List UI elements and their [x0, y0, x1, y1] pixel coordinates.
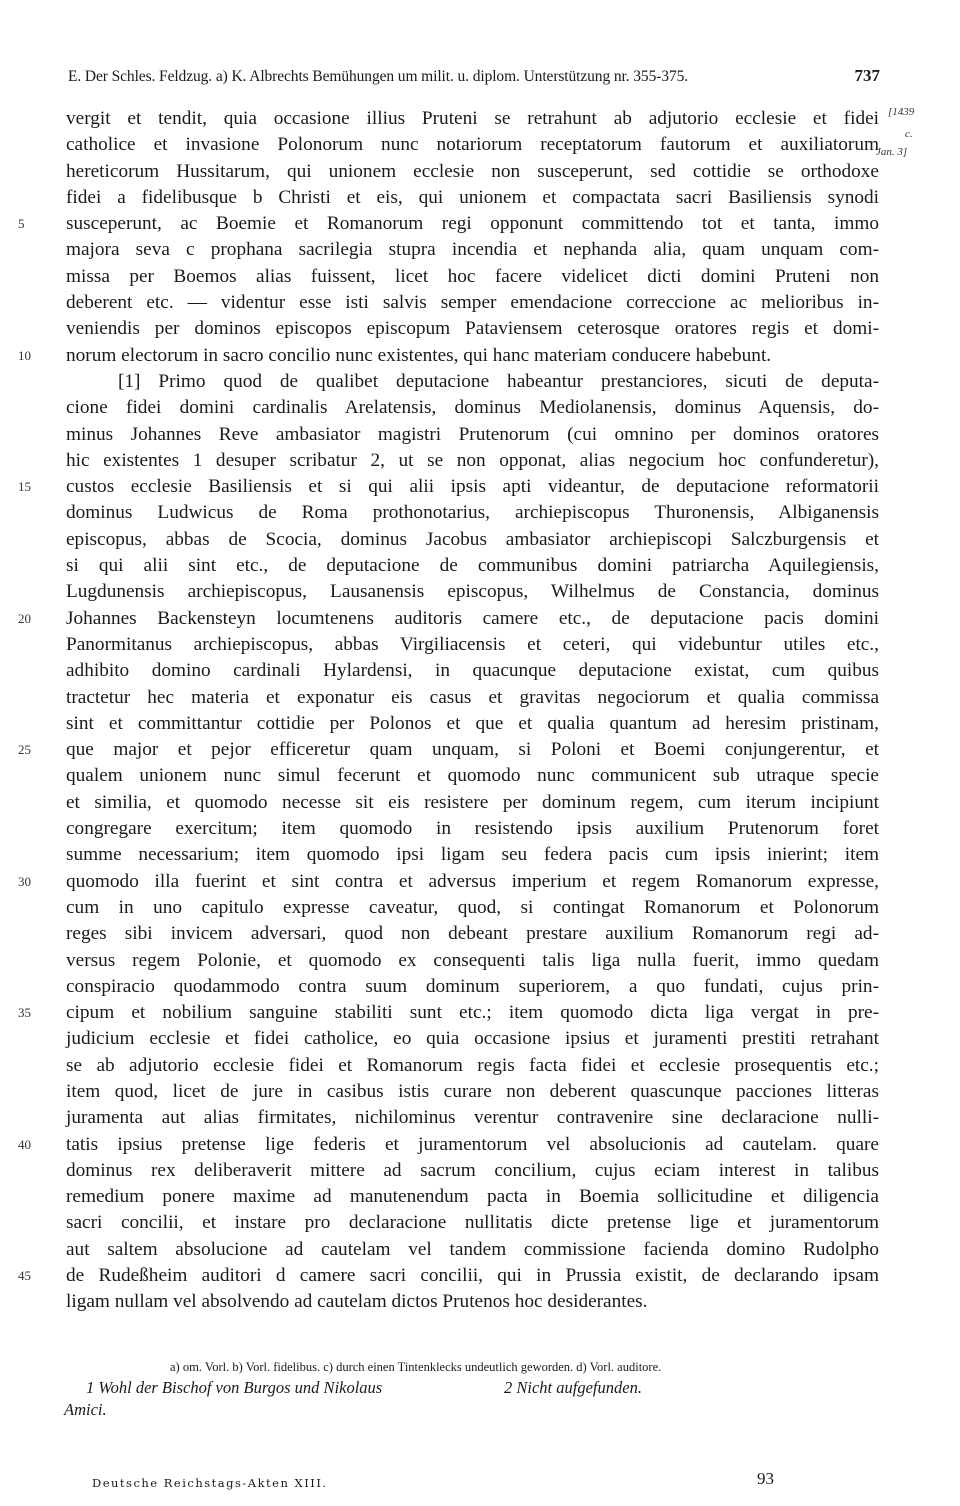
signature-line: Deutsche Reichstags-Akten XIII. [92, 1476, 328, 1490]
line-text: tractetur hec materia et exponatur eis casus et gravitas negociorum et qualia commissa [66, 686, 879, 708]
line-text: summe necessarium; item quomodo ipsi ligam seu federa pacis cum ipsis inierint; item [66, 844, 879, 866]
line-text: minus Johannes Reve ambasiator magistri Prutenorum (cui omnino per dominos oratores [66, 423, 879, 445]
line-text: ligam nullam vel absolvendo ad cautelam dictos Prutenos hoc desiderantes. [66, 1291, 648, 1313]
line-text: sacri concilii, et instare pro declaracione nullitatis dicte pretense lige et juramentorum [66, 1212, 879, 1234]
line-text: susceperunt, ac Boemie et Romanorum regi opponunt committendo tot et tanta, immo [66, 213, 879, 235]
line-number: 45 [18, 1268, 31, 1284]
sheet-number: 93 [757, 1469, 774, 1488]
text-line [18, 737, 879, 763]
text-line [66, 842, 879, 868]
text-line [66, 1079, 879, 1105]
line-text: adhibito domino cardinali Hylardensi, in quacunque deputacione existat, cum quibus [66, 660, 879, 682]
text-line [66, 1158, 879, 1184]
line-text: Panormitanus archiepiscopus, abbas Virgiliacensis et ceteri, qui videbuntur utiles etc., [66, 633, 879, 655]
line-text: sint et committantur cottidie per Polonos et que et qualia quantum ad heresim pristinam, [66, 712, 879, 734]
line-text: dominus Ludwicus de Roma prothonotarius, archiepiscopus Thuronensis, Albiganensis [66, 502, 879, 524]
line-text: aut saltem absolucione ad cautelam vel tandem commissione facienda domino Rudolpho [66, 1238, 879, 1260]
line-text: majora seva c prophana sacrilegia stupra incendia et nephanda alia, quam unquam com- [66, 239, 879, 261]
line-text: tatis ipsius pretense lige federis et juramentorum vel absolucionis ad cautelam. quare [66, 1133, 879, 1155]
body-text [18, 106, 879, 1316]
text-line [18, 869, 879, 895]
text-line [66, 1210, 879, 1236]
text-line [66, 290, 879, 316]
text-line [66, 395, 879, 421]
line-text: cum in uno capitulo expresse caveatur, quod, si contingat Romanorum et Polonorum [66, 896, 879, 918]
text-line [18, 211, 879, 237]
text-line [66, 1026, 879, 1052]
text-line [66, 264, 879, 290]
text-line [66, 132, 879, 158]
text-line [66, 763, 879, 789]
line-text: versus regem Polonie, et quomodo ex consequenti talis liga nulla fuerit, immo quedam [66, 949, 879, 971]
line-text: item quod, licet de jure in casibus istis curare non deberent quascunque pacciones litteras [66, 1080, 879, 1102]
text-line [18, 1000, 879, 1026]
line-text: se ab adjutorio ecclesie fidei et Romanorum regis facta fidei et ecclesie prosequentis etc.; [66, 1054, 879, 1076]
text-line [66, 632, 879, 658]
text-line [66, 921, 879, 947]
line-text: vergit et tendit, quia occasione illius Pruteni se retrahunt ab adjutorio ecclesie et fidei [66, 108, 879, 129]
line-number: 30 [18, 873, 31, 889]
text-line [66, 159, 879, 185]
line-text: hic existentes 1 desuper scribatur 2, ut se non opponat, alias negocium hoc confunderetur), [66, 449, 879, 471]
line-text: si qui alii sint etc., de deputacione de communibus domini patriarcha Aquilegiensis, [66, 555, 879, 577]
text-line [66, 237, 879, 263]
text-line [66, 711, 879, 737]
text-line [66, 500, 879, 526]
line-text: cipum et nobilium sanguine stabiliti sunt etc.; item quomodo dicta liga vergat in pre- [66, 1002, 879, 1024]
line-number: 40 [18, 1136, 31, 1152]
line-text: fidei a fidelibusque b Christi et eis, qui unionem et compactata sacri Basiliensis synodi [66, 186, 879, 208]
line-text: de Rudeßheim auditori d camere sacri concilii, qui in Prussia existit, de declarando ipsam [66, 1265, 879, 1287]
running-title: E. Der Schles. Feldzug. a) K. Albrechts Bemühungen um milit. u. diplom. Unterstützung nr. 355-375. [68, 68, 689, 85]
text-line [66, 106, 879, 132]
editorial-notes: a) om. Vorl. b) Vorl. fidelibus. c) durch einen Tintenklecks undeutlich geworden. d) Vorl. auditore. [170, 1360, 662, 1374]
line-text: dominus rex deliberaverit mittere ad sacrum concilium, cujus eciam interest in talibus [66, 1159, 879, 1181]
line-text: remedium ponere maxime ad manutenendum pacta in Boemia sollicitudine et diligencia [66, 1186, 879, 1208]
line-text: que major et pejor efficeretur quam unquam, si Poloni et Boemi conjungerentur, et [66, 739, 879, 761]
line-text: conspiracio quodammodo contra suum dominum superiorem, a quo fundati, cujus prin- [66, 975, 879, 997]
footnote-2: 2 Nicht aufgefunden. [504, 1378, 642, 1397]
text-line [66, 816, 879, 842]
line-text: episcopus, abbas de Scocia, dominus Jacobus ambasiator archiepiscopi Salczburgensis et [66, 528, 879, 550]
line-text: custos ecclesie Basiliensis et si qui alii ipsis apti videantur, de deputacione reformatorii [66, 476, 879, 498]
margin-date-note: Jan. 3] [876, 146, 908, 158]
text-line [66, 658, 879, 684]
line-text: catholice et invasione Polonorum nunc notariorum receptatorum fautorum et auxiliatorum [66, 134, 879, 156]
text-line [66, 527, 879, 553]
text-line [66, 1184, 879, 1210]
text-line [66, 316, 879, 342]
line-text: deberent etc. — videntur esse isti salvis semper emendacione correccione ac melioribus in- [66, 292, 879, 314]
line-text: [1] Primo quod de qualibet deputacione habeantur prestanciores, sicuti de deputa- [118, 370, 879, 392]
line-number: 10 [18, 347, 31, 363]
text-line [18, 1263, 879, 1289]
text-line [66, 448, 879, 474]
text-line [18, 474, 879, 500]
line-text: judicium ecclesie et fidei catholice, eo quia occasione ipsius et juramenti prestiti retrahant [66, 1028, 879, 1050]
text-line [66, 422, 879, 448]
line-text: congregare exercitum; item quomodo in resistendo ipsis auxilium Prutenorum foret [66, 818, 879, 840]
running-header [68, 68, 880, 94]
text-line [66, 1053, 879, 1079]
text-line [66, 948, 879, 974]
line-text: qualem unionem nunc simul fecerunt et quomodo nunc communicent sub utraque specie [66, 765, 879, 787]
page-number: 737 [854, 66, 880, 85]
line-number: 20 [18, 610, 31, 626]
line-text: et similia, et quomodo necesse sit eis resistere per dominum regem, cum iterum incipiunt [66, 791, 879, 813]
text-line [66, 553, 879, 579]
line-number: 15 [18, 479, 31, 495]
line-text: quomodo illa fuerint et sint contra et adversus imperium et regem Romanorum expresse, [66, 870, 879, 892]
text-line [66, 974, 879, 1000]
line-text: Johannes Backensteyn locumtenens auditoris camere etc., de deputacione pacis domini [66, 607, 879, 629]
text-line [18, 606, 879, 632]
margin-date-note: c. [905, 128, 913, 140]
text-line [18, 1132, 879, 1158]
text-line [66, 1237, 879, 1263]
text-line [66, 579, 879, 605]
text-line [66, 185, 879, 211]
line-text: missa per Boemos alias fuissent, licet hoc facere videlicet dicti domini Pruteni non [66, 265, 879, 287]
line-text: juramenta aut alias firmitates, nichilominus verentur contravenire sine declaracione nulli- [66, 1107, 879, 1129]
line-text: hereticorum Hussitarum, qui unionem ecclesie non susceperunt, sed cottidie se orthodoxe [66, 160, 879, 182]
text-line [66, 790, 879, 816]
line-number: 25 [18, 742, 31, 758]
text-line [66, 895, 879, 921]
line-number: 5 [18, 216, 25, 232]
line-text: reges sibi invicem adversari, quod non debeant prestare auxilium Romanorum regi ad- [66, 923, 879, 945]
line-text: cione fidei domini cardinalis Arelatensis, dominus Mediolanensis, dominus Aquensis, do- [66, 397, 879, 419]
line-text: norum electorum in sacro concilio nunc existentes, qui hanc materiam conducere habebunt. [66, 344, 772, 366]
text-line [66, 1289, 879, 1315]
text-line [66, 685, 879, 711]
footnote-1-continuation: Amici. [64, 1400, 107, 1419]
line-text: Lugdunensis archiepiscopus, Lausanensis episcopus, Wilhelmus de Constancia, dominus [66, 581, 879, 603]
margin-date-note: [1439 [888, 106, 915, 118]
footnote-1: 1 Wohl der Bischof von Burgos und Nikolaus [86, 1378, 383, 1397]
text-line [66, 369, 879, 395]
line-number: 35 [18, 1005, 31, 1021]
text-line [18, 343, 879, 369]
line-text: veniendis per dominos episcopos episcopum Pataviensem ceterosque oratores regis et domi- [66, 318, 879, 340]
text-line [66, 1105, 879, 1131]
